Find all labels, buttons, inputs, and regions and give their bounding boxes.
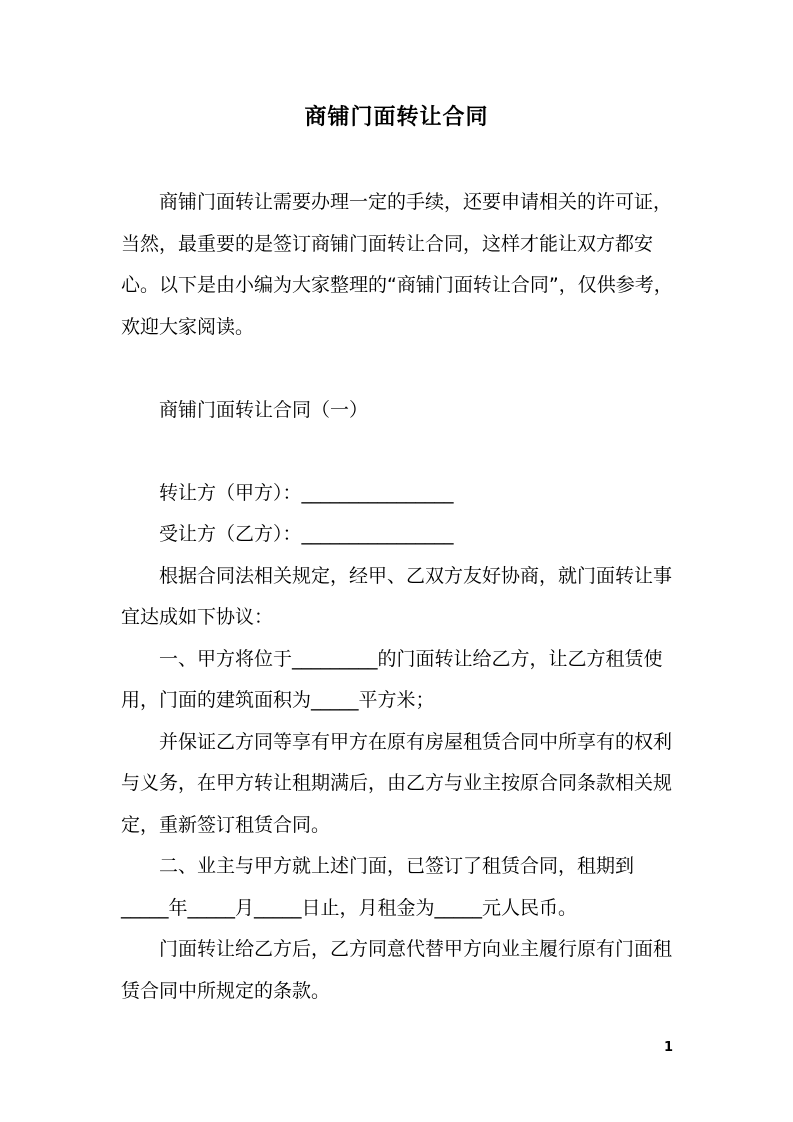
page-number: 1 — [663, 1040, 673, 1055]
party-b-line: 受让方（乙方）：________________ — [159, 523, 454, 545]
party-a-line: 转让方（甲方）：________________ — [159, 481, 454, 504]
document-body — [121, 182, 677, 1012]
after-transfer-paragraph: 门面转让给乙方后，乙方同意代替甲方向业主履行原有门面租赁合同中所规定的条款。 — [121, 938, 673, 1002]
document-title: 商铺门面转让合同 — [304, 105, 489, 130]
spacer — [121, 348, 677, 390]
guarantee-paragraph: 并保证乙方同等享有甲方在原有房屋租赁合同中所享有的权利与义务，在甲方转让租期满后，由乙方与业主按原合同条款相关规定，重新签订租赁合同。 — [121, 730, 673, 836]
spacer — [121, 431, 677, 473]
section-heading: 商铺门面转让合同（一） — [159, 398, 369, 421]
clause-two-paragraph: 二、业主与甲方就上述门面，已签订了租赁合同，租期到_____年_____月_____日止，月租金为_____元人民币。 — [121, 855, 635, 919]
intro-paragraph: 商铺门面转让需要办理一定的手续，还要申请相关的许可证，当然，最重要的是签订商铺门面转让合同，这样才能让双方都安心。以下是由小编为大家整理的“商铺门面转让合同”，仅供参考，欢迎大家阅读。 — [121, 191, 673, 338]
basis-paragraph: 根据合同法相关规定，经甲、乙双方友好协商，就门面转让事宜达成如下协议： — [121, 564, 673, 628]
clause-one-paragraph: 一、甲方将位于_________的门面转让给乙方，让乙方租赁使用，门面的建筑面积为_____平方米； — [121, 647, 663, 711]
